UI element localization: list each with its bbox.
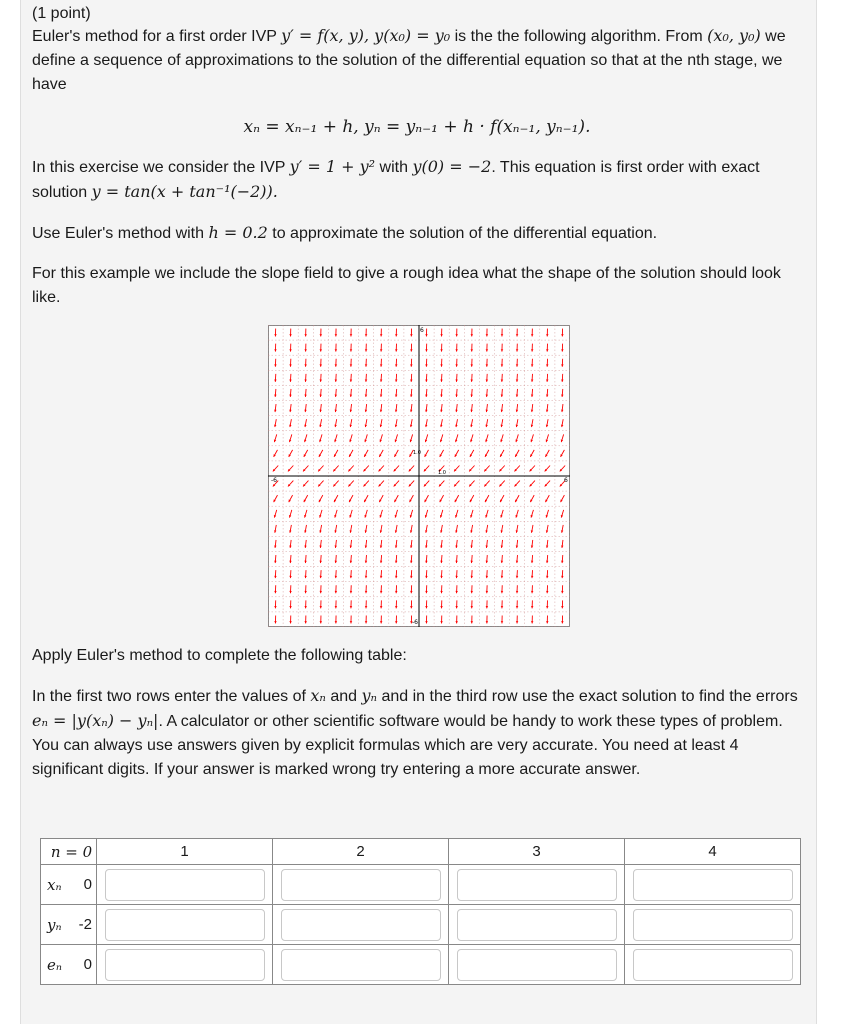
intro-start: (x₀, y₀) (707, 26, 761, 45)
e3-input[interactable] (457, 949, 617, 981)
yn-row (41, 905, 801, 945)
step-lead: Use Euler's method with (32, 225, 205, 242)
instr-lead: In the first two rows enter the values of (32, 688, 306, 705)
instr-tail: . A calculator or other scientific software would be handy to work these types of problem. You can always use answers given by explicit formulas which are very accurate. You need at least 4 significant digits. If your answer is marked wrong try entering a more accurate answer. (32, 713, 783, 778)
exercise-lead: In this exercise we consider the IVP (32, 159, 286, 176)
label-ymin: -6 (412, 619, 418, 626)
intro-mid: is the the following algorithm. From (454, 28, 703, 45)
instr-xn: xₙ (310, 686, 326, 705)
intro-tail: we define a sequence of approximations to the solution of the differential equation so that at the nth stage, we have (32, 28, 786, 93)
col-header: 1 (97, 839, 273, 865)
intro-lead: Euler's method for a first order IVP (32, 28, 277, 45)
points-label: (1 point) (32, 5, 91, 22)
y4-input[interactable] (633, 909, 793, 941)
exercise-ic: y(0) = −2 (412, 157, 492, 176)
n-label: n = 0 (50, 842, 93, 861)
en-start-value: 0 (83, 955, 92, 973)
table-header-row (41, 839, 801, 865)
instr-mid: and in the third row use the exact solution to find the errors (381, 688, 798, 705)
label-ymax: 6 (420, 327, 424, 334)
xn-start-value: 0 (83, 875, 92, 893)
step-tail: to approximate the solution of the differential equation. (272, 225, 658, 242)
col-header: 2 (273, 839, 449, 865)
x4-input[interactable] (633, 869, 793, 901)
label-tick-y: 1.0 (413, 450, 421, 456)
row-label-yn: yₙ (47, 915, 62, 934)
exercise-paragraph (32, 155, 802, 205)
instr-en: eₙ = |y(xₙ) − yₙ| (32, 711, 159, 730)
label-xmax: 6 (564, 477, 568, 484)
col-header: 3 (449, 839, 625, 865)
exercise-with: with (379, 159, 408, 176)
instructions-paragraph (32, 684, 802, 782)
step-h: h = 0.2 (208, 223, 268, 242)
exercise-exact: y = tan(x + tan⁻¹(−2)). (91, 182, 278, 201)
exercise-tail: . This equation is first order with exact solution (32, 159, 760, 201)
apply-heading: Apply Euler's method to complete the following table: (32, 647, 407, 664)
slope-note: For this example we include the slope field to give a rough idea what the shape of the solution should look like. (32, 265, 781, 306)
label-tick-x: 1.0 (438, 470, 446, 476)
intro-ivp: y′ = f(x, y), y(x₀) = y₀ (281, 26, 451, 45)
row-label-en: eₙ (47, 955, 62, 974)
exercise-ode: y′ = 1 + y² (289, 157, 376, 176)
instr-and: and (330, 688, 358, 705)
step-paragraph (32, 221, 802, 246)
e2-input[interactable] (281, 949, 441, 981)
slope-field-plot (268, 325, 570, 627)
y3-input[interactable] (457, 909, 617, 941)
x1-input[interactable] (105, 869, 265, 901)
col-header: 4 (625, 839, 801, 865)
y1-input[interactable] (105, 909, 265, 941)
x2-input[interactable] (281, 869, 441, 901)
xn-row (41, 865, 801, 905)
instr-yn: yₙ (361, 686, 378, 705)
euler-formula: xₙ = xₙ₋₁ + h, yₙ = yₙ₋₁ + h · f(xₙ₋₁, yₙ₋₁). (243, 117, 591, 137)
row-label-xn: xₙ (47, 875, 62, 894)
e4-input[interactable] (633, 949, 793, 981)
yn-start-value: -2 (78, 915, 92, 933)
e1-input[interactable] (105, 949, 265, 981)
x3-input[interactable] (457, 869, 617, 901)
intro-paragraph (32, 24, 802, 97)
euler-table (40, 838, 801, 985)
y2-input[interactable] (281, 909, 441, 941)
label-xmin: -6 (271, 477, 277, 484)
en-row (41, 945, 801, 985)
